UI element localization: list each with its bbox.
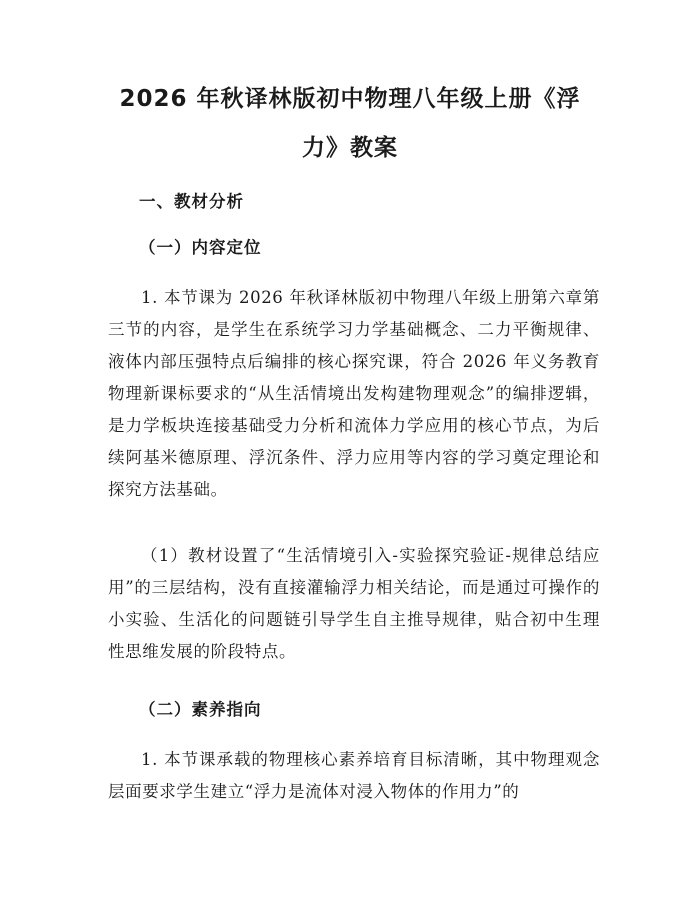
section-heading-textbook-analysis: 一、教材分析 (139, 192, 244, 211)
paragraph-literacy-orientation: 1. 本节课承载的物理核心素养培育目标清晰，其中物理观念层面要求学生建立“浮力是流体对浸入物体的作用力”的 (108, 750, 600, 801)
paragraph-content-positioning: 1. 本节课为 2026 年秋译林版初中物理八年级上册第六章第三节的内容，是学生在系统学习力学基础概念、二力平衡规律、液体内部压强特点后编排的核心探究课，符合 2026 年义务教育物理新课标要求的“从生活情境出发构建物理观念”的编排逻辑，是力学板块连接基础受力分析和流体力学应用的核心节点，为后续阿基米德原理、浮沉条件、浮力应用等内容的学习奠定理论和探究方法基础。 (108, 288, 600, 499)
document-title-line-2: 力》教案 (302, 135, 398, 161)
subsection-heading-literacy-orientation: （二）素养指向 (139, 700, 262, 719)
subsection-heading-content-positioning: （一）内容定位 (139, 238, 262, 257)
document-title-line-1: 2026 年秋译林版初中物理八年级上册《浮 (119, 86, 581, 112)
paragraph-textbook-structure: （1）教材设置了“生活情境引入-实验探究验证-规律总结应用”的三层结构，没有直接灌输浮力相关结论，而是通过可操作的小实验、生活化的问题链引导学生自主推导规律，贴合初中生理性思维发展的阶段特点。 (108, 546, 600, 661)
